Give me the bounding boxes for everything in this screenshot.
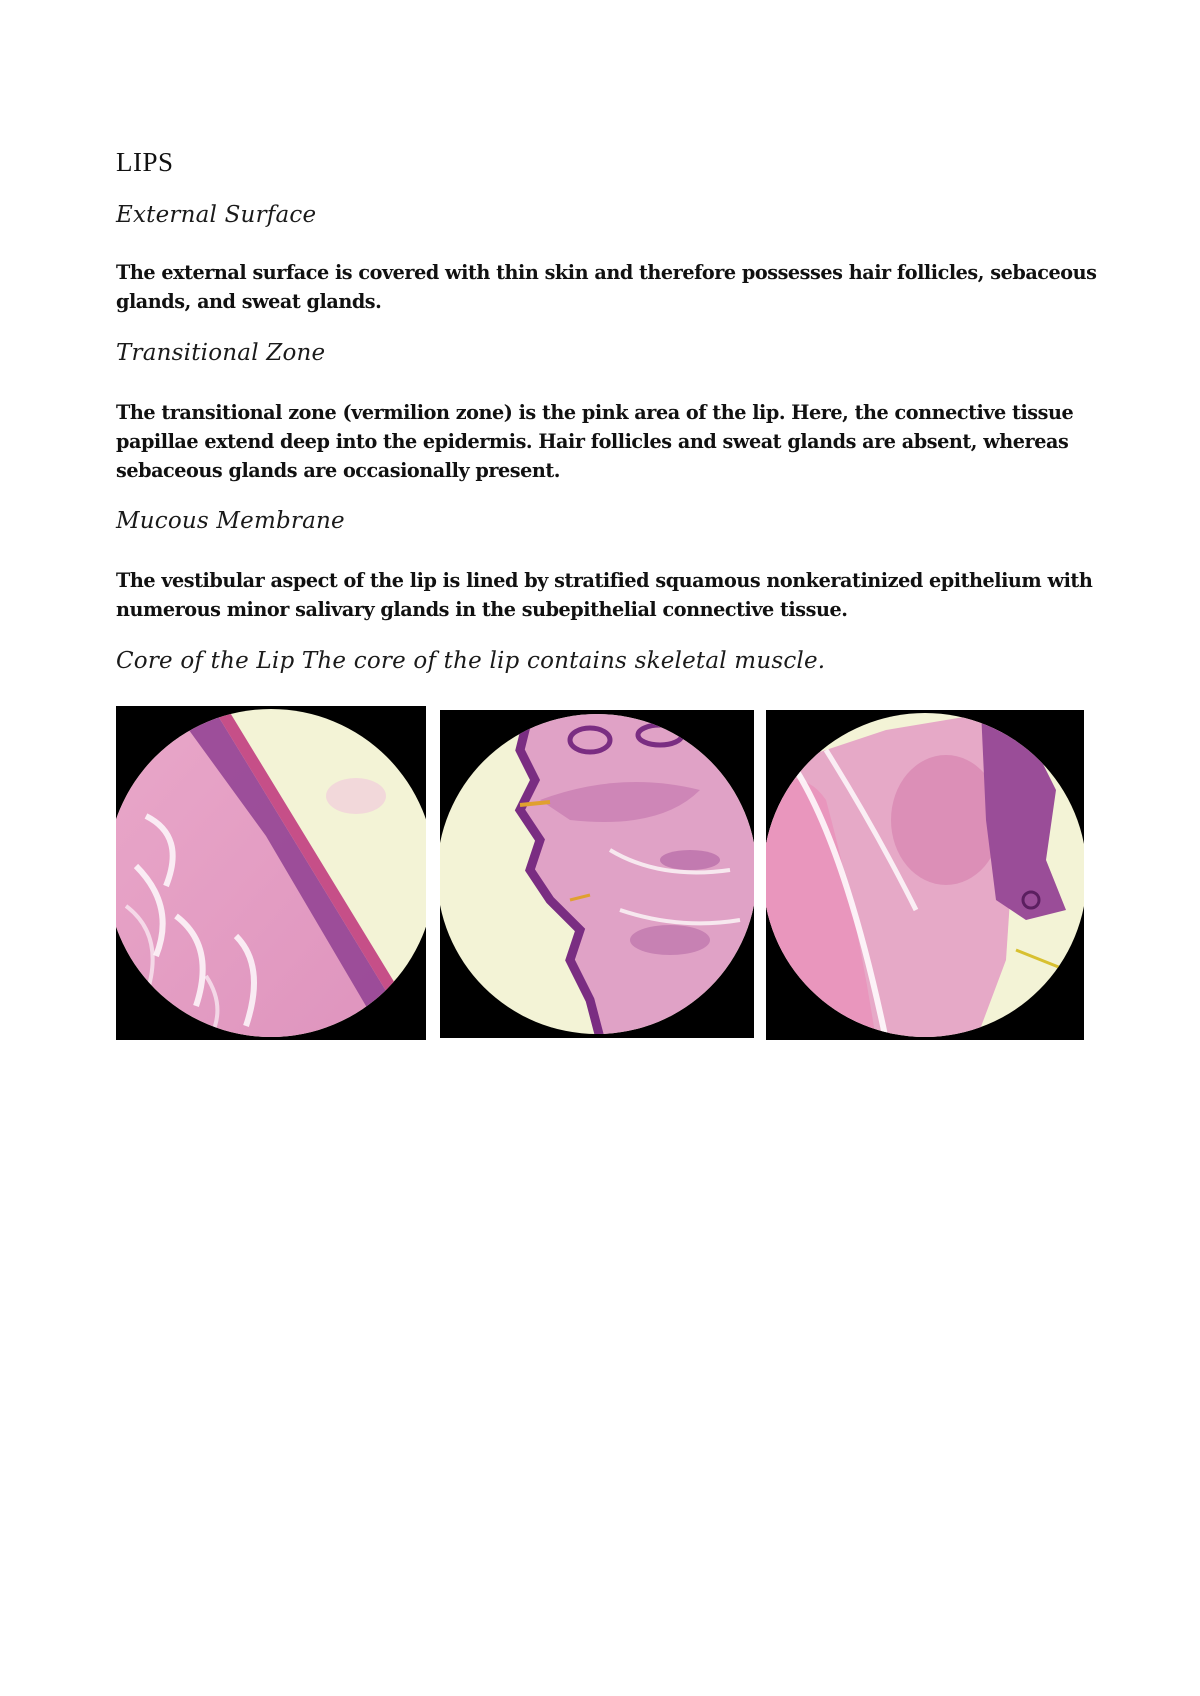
document-title: LIPS <box>116 147 174 177</box>
section-heading-transitional-zone: Transitional Zone <box>116 340 326 366</box>
micrograph-skin-hair-follicles-icon <box>440 710 754 1038</box>
micrograph-vermilion-muscle-icon <box>766 710 1084 1040</box>
section-text-transitional-zone: The transitional zone (vermilion zone) is the pink area of the lip. Here, the connective tissue papillae extend deep into the epidermis. Hair follicles and sweat glands are absent, whereas sebaceous glands are occasionally present. <box>116 401 1074 482</box>
document-page <box>116 138 1100 674</box>
micrograph-mucosa-epithelium-icon <box>116 706 426 1040</box>
section-text-mucous-membrane: The vestibular aspect of the lip is lined by stratified squamous nonkeratinized epithelium with numerous minor salivary glands in the subepithelial connective tissue. <box>116 569 1093 621</box>
micrograph-image-2 <box>440 710 754 1038</box>
section-heading-external-surface: External Surface <box>116 202 317 228</box>
micrograph-image-1 <box>116 706 426 1040</box>
section-text-external-surface: The external surface is covered with thin skin and therefore possesses hair follicles, sebaceous glands, and sweat glands. <box>116 261 1097 313</box>
section-heading-mucous-membrane: Mucous Membrane <box>116 508 345 534</box>
section-heading-core-of-lip: Core of the Lip The core of the lip contains skeletal muscle. <box>116 648 826 674</box>
micrograph-image-3 <box>766 710 1084 1040</box>
